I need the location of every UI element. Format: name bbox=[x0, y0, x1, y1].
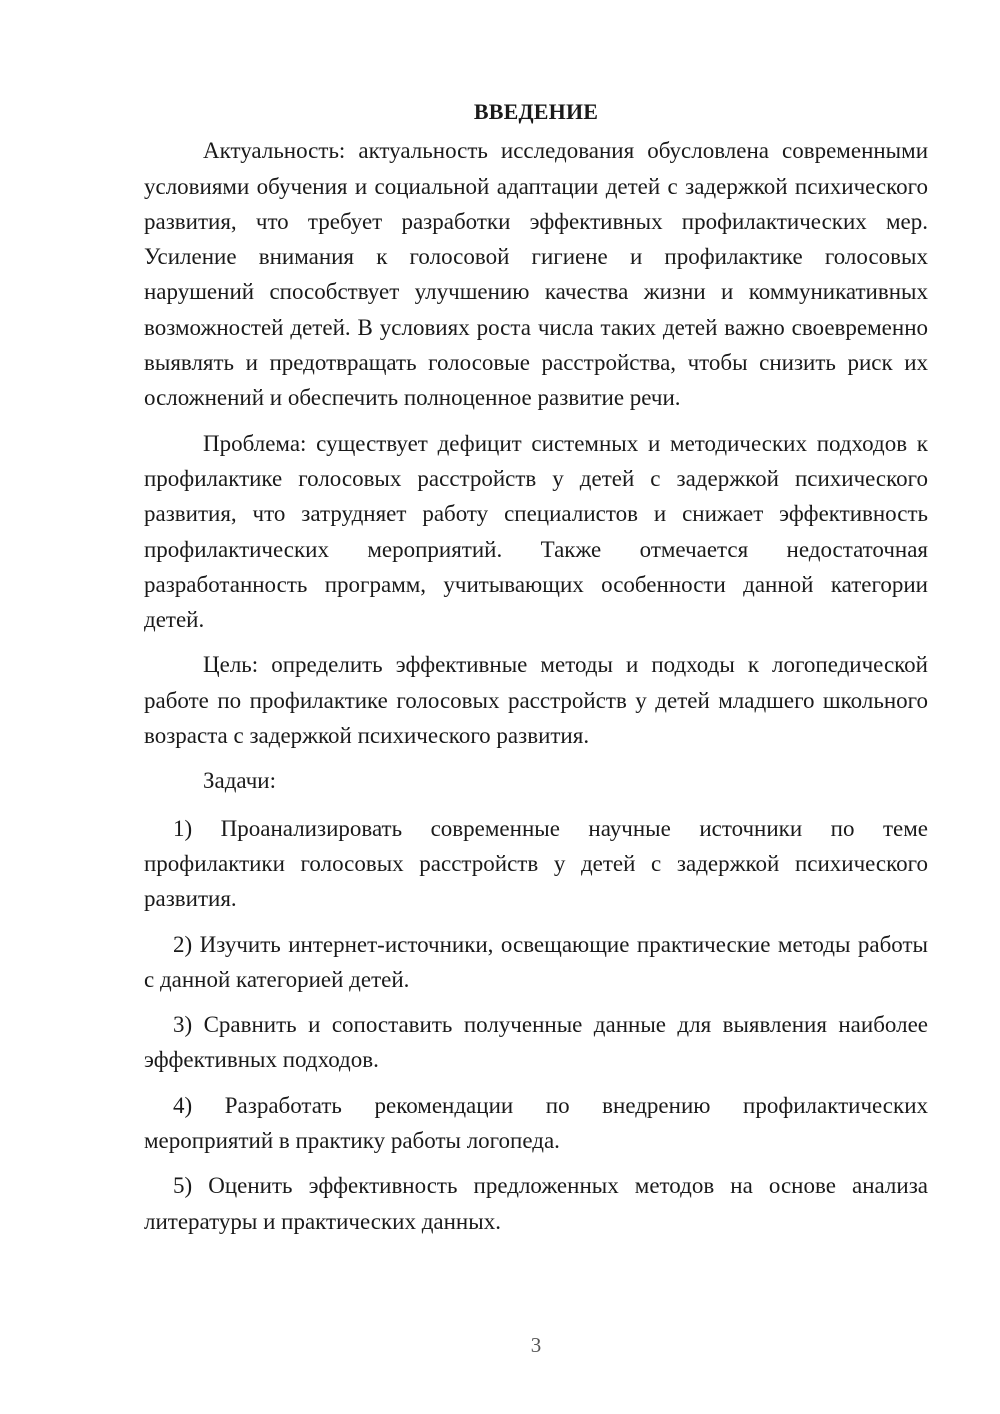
task-item-1: 1) Проанализировать современные научные источники по теме профилактики голосовых расстройств у детей с задержкой психического развития. bbox=[144, 815, 928, 912]
task-item-5: 5) Оценить эффективность предложенных методов на основе анализа литературы и практических данных. bbox=[144, 1173, 928, 1234]
page-number: 3 bbox=[530, 1333, 542, 1357]
page-content bbox=[144, 94, 928, 1249]
paragraph-problem: Проблема: существует дефицит системных и методических подходов к профилактике голосовых расстройств у детей с задержкой психического развития, что затрудняет работу специалистов и снижает эффективность профилактических мероприятий. Также отмечается недостаточная разработанность программ, учитывающих особенности данной категории детей. bbox=[144, 430, 928, 633]
section-title: ВВЕДЕНИЕ bbox=[473, 99, 599, 124]
paragraph-goal: Цель: определить эффективные методы и подходы к логопедической работе по профилактике голосовых расстройств у детей младшего школьного возраста с задержкой психического развития. bbox=[144, 652, 928, 749]
paragraph-relevance: Актуальность: актуальность исследования обусловлена современными условиями обучения и социальной адаптации детей с задержкой психического развития, что требует разработки эффективных профилактических мер. Усиление внимания к голосовой гигиене и профилактике голосовых нарушений способствует улучшению качества жизни и коммуникативных возможностей детей. В условиях роста числа таких детей важно своевременно выявлять и предотвращать голосовые расстройства, чтобы снизить риск их осложнений и обеспечить полноценное развитие речи. bbox=[144, 138, 928, 411]
task-item-3: 3) Сравнить и сопоставить полученные данные для выявления наиболее эффективных подходов. bbox=[144, 1012, 928, 1073]
task-item-4: 4) Разработать рекомендации по внедрению профилактических мероприятий в практику работы логопеда. bbox=[144, 1092, 928, 1154]
task-item-2: 2) Изучить интернет-источники, освещающие практические методы работы с данной категорией детей. bbox=[144, 931, 928, 992]
tasks-heading: Задачи: bbox=[203, 768, 276, 794]
